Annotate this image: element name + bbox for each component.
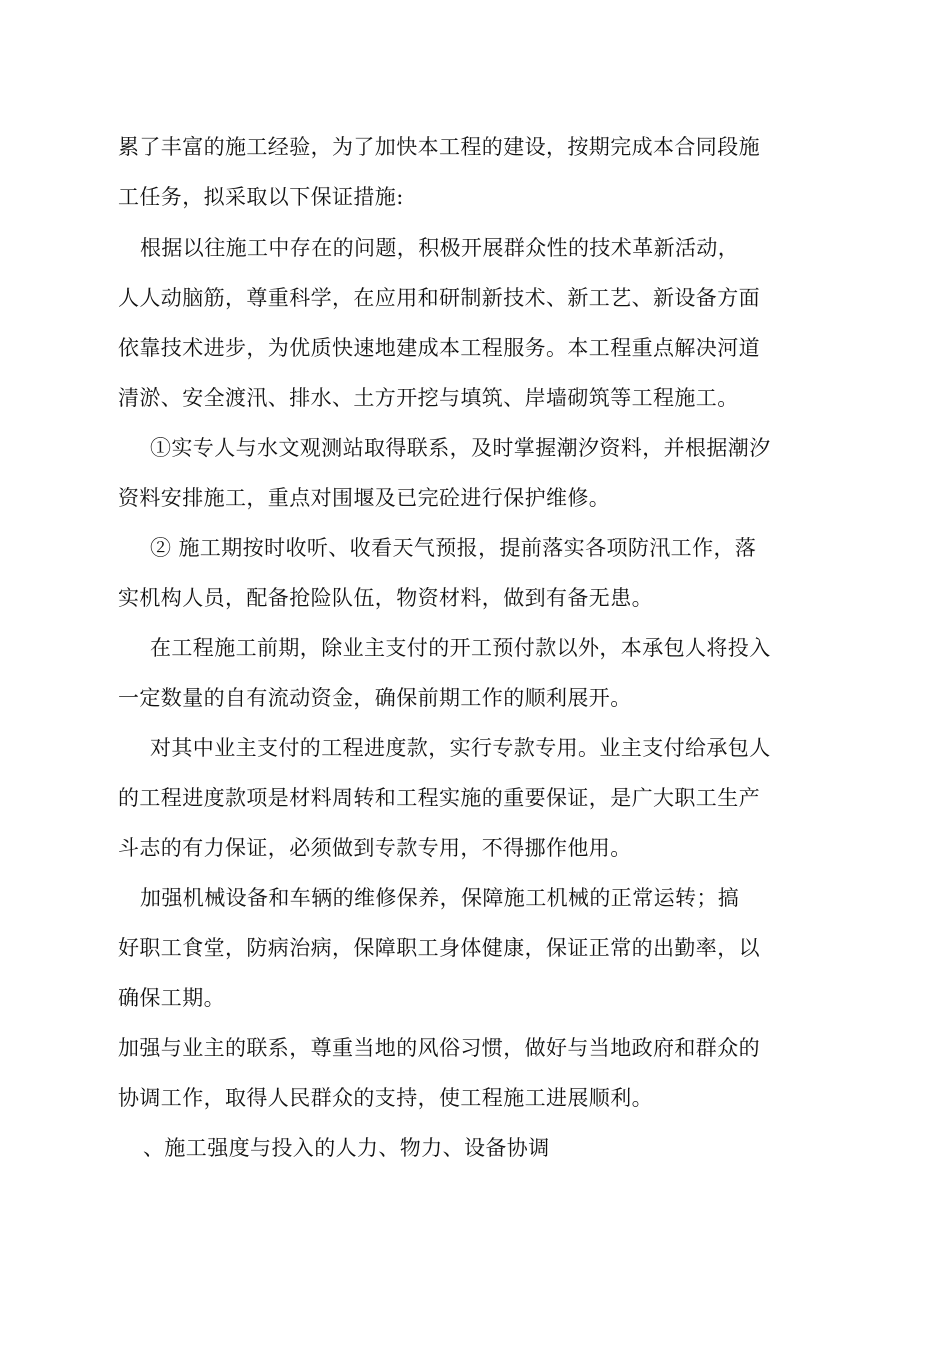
text-line-8: 资料安排施工，重点对围堰及已完砼进行保护维修。 bbox=[118, 486, 611, 510]
text-line-2: 工任务，拟采取以下保证措施: bbox=[118, 185, 404, 209]
text-line-17: 好职工食堂，防病治病，保障职工身体健康，保证正常的出勤率，以 bbox=[118, 936, 760, 960]
text-line-18: 确保工期。 bbox=[118, 986, 225, 1010]
text-line-15: 斗志的有力保证，必须做到专款专用，不得挪作他用。 bbox=[118, 836, 632, 860]
text-line-3: 根据以往施工中存在的问题，积极开展群众性的技术革新活动， bbox=[140, 236, 740, 260]
text-line-5: 依靠技术进步，为优质快速地建成本工程服务。本工程重点解决河道 bbox=[118, 336, 760, 360]
text-line-10: 实机构人员，配备抢险队伍，物资材料，做到有备无患。 bbox=[118, 586, 653, 610]
text-line-11: 在工程施工前期，除业主支付的开工预付款以外，本承包人将投入 bbox=[150, 636, 771, 660]
text-line-7: ①实专人与水文观测站取得联系，及时掌握潮汐资料，并根据潮汐 bbox=[150, 436, 771, 460]
text-line-21-heading: 、施工强度与投入的人力、物力、设备协调 bbox=[143, 1136, 550, 1160]
text-line-20: 协调工作，取得人民群众的支持，使工程施工进展顺利。 bbox=[118, 1086, 653, 1110]
text-line-13: 对其中业主支付的工程进度款，实行专款专用。业主支付给承包人 bbox=[150, 736, 771, 760]
text-line-6: 清淤、安全渡汛、排水、土方开挖与填筑、岸墙砌筑等工程施工。 bbox=[118, 386, 739, 410]
text-line-12: 一定数量的自有流动资金，确保前期工作的顺利展开。 bbox=[118, 686, 632, 710]
text-line-1: 累了丰富的施工经验，为了加快本工程的建设，按期完成本合同段施 bbox=[118, 135, 760, 159]
text-line-4: 人人动脑筋，尊重科学，在应用和研制新技术、新工艺、新设备方面 bbox=[118, 286, 760, 310]
text-line-9: ② 施工期按时收听、收看天气预报，提前落实各项防汛工作，落 bbox=[150, 536, 757, 560]
text-line-16: 加强机械设备和车辆的维修保养，保障施工机械的正常运转；搞 bbox=[140, 886, 740, 910]
text-line-14: 的工程进度款项是材料周转和工程实施的重要保证，是广大职工生产 bbox=[118, 786, 760, 810]
text-line-19: 加强与业主的联系，尊重当地的风俗习惯，做好与当地政府和群众的 bbox=[118, 1036, 760, 1060]
